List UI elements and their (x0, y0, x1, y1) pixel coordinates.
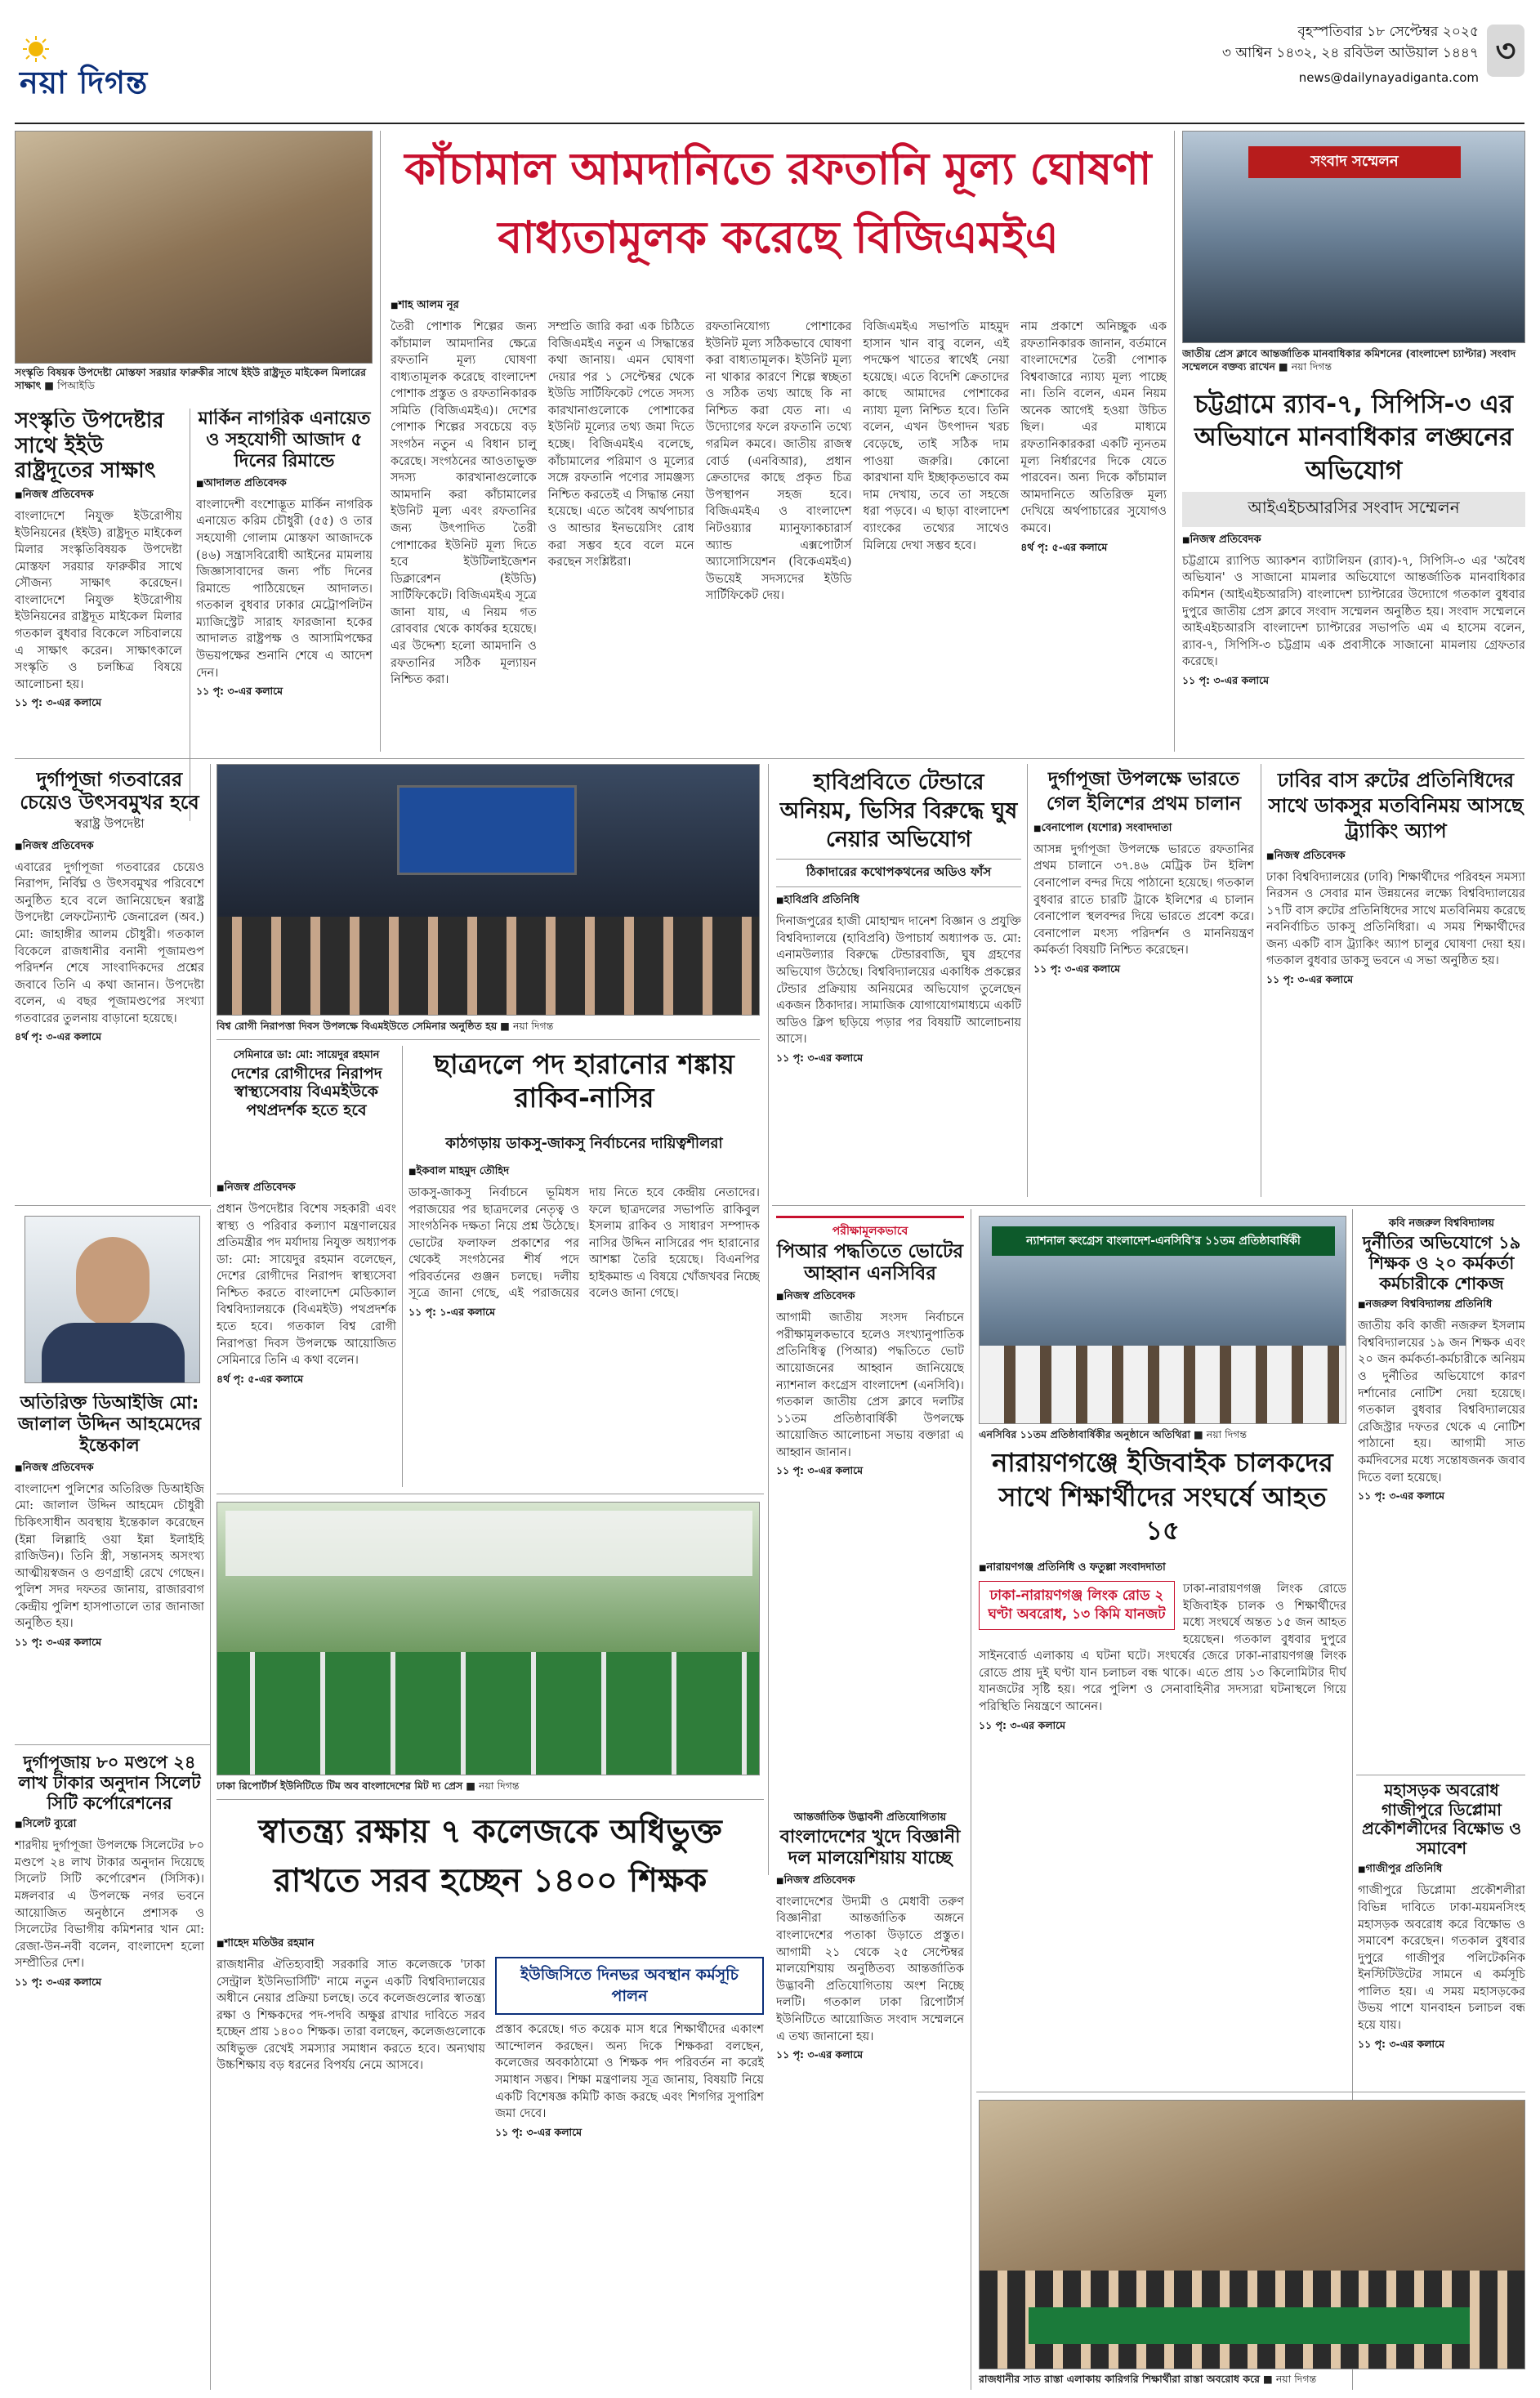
lead-col-1: তৈরী পোশাক শিল্পের জন্য কাঁচামাল আমদানির ক্ষেত্রে রফতানি মূল্য ঘোষণা বাধ্যতামূলক করেছে বাংলাদেশ পোশাক প্রস্তুত ও রফতানিকারক সমিতি (বিজিএমইএ)। দেশের পোশাক শিল্পের সবচেয়ে বড় সংগঠন নতুন এ বিধান চালু করেছে। সংগঠনের আওতাভুক্ত সদস্য কারখানাগুলোকে আমদানি করা কাঁচামালের ইউনিট মূল্য এবং রফতানির জন্য উৎপাদিত তৈরী পোশাকের ইউনিট মূল্য দিতে হবে ইউটিলাইজেশন ডিক্লারেশন (ইউডি) সার্টিফিকেটে। বিজিএমইএ সূত্রে জানা যায়, এ নিয়ম গত রোববার থেকে কার্যকর হয়েছে। এর উদ্দেশ্য হলো আমদানি ও রফতানির সঠিক মূল্যায়ন নিশ্চিত করা। (391, 320, 537, 687)
robotics-body: বাংলাদেশের উদ্যমী ও মেধাবী তরুণ বিজ্ঞানীরা আন্তর্জাতিক অঙ্গনে বাংলাদেশের পতাকা উড়াতে প্রস্তুত। আগামী ২১ থেকে ২৫ সেপ্টেম্বর মালয়েশিয়ায় অনুষ্ঠিতব্য আন্তর্জাতিক উদ্ভাবনী প্রতিযোগিতায় অংশ নিচ্ছে দলটি। গতকাল ঢাকা রিপোর্টার্স ইউনিটিতে আয়োজিত সংবাদ সম্মেলনে এ তথ্য জানানো হয়। (776, 1895, 964, 2043)
eu-caption-text: সংস্কৃতি বিষয়ক উপদেষ্টা মোস্তফা সরয়ার ফারুকীর সাথে ইইউ রাষ্ট্রদূত মাইকেল মিলারের সাক্ষাৎ (15, 366, 367, 392)
bmu-body: প্রধান উপদেষ্টার বিশেষ সহকারী এবং স্বাস্থ্য ও পরিবার কল্যাণ মন্ত্রণালয়ের প্রতিমন্ত্রীর পদ মর্যাদায় নিযুক্ত অধ্যাপক ডা: মো: সায়েদুর রহমান বলেছেন, দেশের রোগীদের নিরাপদ স্বাস্থ্যসেবা নিশ্চিত করতে বাংলাদেশ মেডিক্যাল বিশ্ববিদ্যালয়কে (বিএমইউ) পথপ্রদর্শক হতে হবে। গতকাল বিশ্ব রোগী নিরাপত্তা দিবস উপলক্ষে আয়োজিত সেমিনারে তিনি এ কথা বলেন। (216, 1203, 396, 1368)
ku-byline: ■ নজরুল বিশ্ববিদ্যালয় প্রতিনিধি (1358, 1297, 1525, 1314)
team-members (217, 1652, 759, 1775)
seminar-caption-text: বিশ্ব রোগী নিরাপত্তা দিবস উপলক্ষে বিএমইউতে সেমিনার অনুষ্ঠিত হয় (216, 1020, 498, 1032)
college-continued: ১১ পৃ: ৩-এর কলামে (495, 2125, 583, 2138)
sylhet-body: শারদীয় দুর্গাপূজা উপলক্ষে সিলেটের ৮০ মণ্ডপে ২৪ লাখ টাকার অনুদান দিয়েছে সিলেট সিটি কর্পোরেশন (সিসিক)। মঙ্গলবার এ উপলক্ষে নগর ভবনে আয়োজিত অনুষ্ঠানে প্রশাসক ও সিলেটের বিভাগীয় কমিশনার খান মো: রেজা-উন-নবী বলেন, বাংলাদেশ হলো সম্প্রীতির দেশ। (15, 1839, 204, 1971)
college-byline: ■ শাহেদ মতিউর রহমান (216, 1936, 764, 1953)
page-number: ৩ (1495, 33, 1516, 69)
eu-headline: সংস্কৃতি উপদেষ্টার সাথে ইইউ রাষ্ট্রদূতের সাক্ষাৎ (15, 409, 164, 484)
app-byline: ■ নিজস্ব প্রতিবেদক (1266, 848, 1525, 865)
narayanganj-box-text: ঢাকা-নারায়ণগঞ্জ লিংক রোড ২ ঘণ্টা অবরোধ, ১৩ কিমি যানজট (980, 1582, 1174, 1629)
rab-caption-text: জাতীয় প্রেস ক্লাবে আন্তর্জাতিক মানবাধিকার কমিশনের (বাংলাদেশ চ্যাপ্টার) সংবাদ সম্মেলনে বক্তব্য রাখেন (1182, 347, 1516, 373)
bmu-headline: দেশের রোগীদের নিরাপদ স্বাস্থ্যসেবায় বিএমইউকে পথপ্রদর্শক হতে হবে (230, 1065, 382, 1119)
robotics-continued: ১১ পৃ: ৩-এর কলামে (776, 2048, 864, 2061)
ku-article (1358, 1216, 1525, 1771)
audience-rows (217, 917, 759, 1015)
obituary-portrait (25, 1216, 200, 1383)
college-box-text: ইউজিসিতে দিনভর অবস্থান কর্মসূচি পালন (497, 1958, 762, 2013)
lead-col-2: সম্প্রতি জারি করা এক চিঠিতে বিজিএমইএ নতুন এ সিদ্ধান্তের কথা জানায়। এমন ঘোষণা দেয়ার পর ১ সেপ্টেম্বর থেকে ইউডি সার্টিফিকেট পেতে সদস্য কারখানাগুলোকে পোশাকের ইউনিট মূল্যের তথ্য জমা দিতে হচ্ছে। বিজিএমইএ বলেছে, কাঁচামালের পরিমাণ ও মূল্যের সঙ্গে রফতানি পণ্যের সামঞ্জস্য নিশ্চিত করতেই এ সিদ্ধান্ত নেয়া হয়েছে। এতে অবৈধ অর্থপাচার ও আন্ডার ইনভয়েসিং রোধ করা সম্ভব হবে বলে মনে করছেন সংশ্লিষ্টরা। (547, 320, 694, 569)
date-line-2: ৩ আশ্বিন ১৪৩২, ২৪ রবিউল আউয়াল ১৪৪৭ (1221, 45, 1479, 61)
college-head (216, 1807, 764, 1930)
hilsa-byline: ■ বেনাপোল (যশোর) সংবাদদাতা (1033, 820, 1254, 837)
robotics-team-photo (216, 1502, 760, 1775)
college-headline: স্বাতন্ত্র্য রক্ষায় ৭ কলেজকে অধিভুক্ত রাখতে সরব হচ্ছেন ১৪০০ শিক্ষক (258, 1813, 722, 1900)
tender-headline: হাবিপ্রবিতে টেন্ডারে অনিয়ম, ভিসির বিরুদ্ধে ঘুষ নেয়ার অভিযোগ (779, 770, 1018, 853)
robotics-byline: ■ নিজস্ব প্রতিবেদক (776, 1873, 964, 1890)
puja-headline: দুর্গাপূজা গতবারের চেয়েও উৎসবমুখর হবে (20, 768, 199, 815)
tender-continued: ১১ পৃ: ৩-এর কলামে (776, 1051, 864, 1064)
college-article (216, 1932, 764, 2390)
app-continued: ১১ পৃ: ৩-এর কলামে (1266, 973, 1354, 986)
eu-byline: ■ নিজস্ব প্রতিবেদক (15, 487, 182, 504)
ku-body: জাতীয় কবি কাজী নজরুল ইসলাম বিশ্ববিদ্যালয়ের ১৯ জন শিক্ষক এবং ২০ জন কর্মকর্তা-কর্মচারীকে অনিয়ম ও দুর্নীতির অভিযোগে কারণ দর্শানোর নোটিশ দেয়া হয়েছে। গতকাল বুধবার বিশ্ববিদ্যালয়ের রেজিস্ট্রার দফতর থেকে এ নোটিশ পাঠানো হয়। আগামী সাত কর্মদিবসের মধ্যে সন্তোষজনক জবাব দিতে বলা হয়েছে। (1358, 1320, 1525, 1485)
logo-text: নয়া দিগন্ত (20, 65, 149, 100)
rab-photo-caption: জাতীয় প্রেস ক্লাবে আন্তর্জাতিক মানবাধিকার কমিশনের (বাংলাদেশ চ্যাপ্টার) সংবাদ সম্মেলনে বক্তব্য রাখেন ■ নয়া দিগন্ত (1182, 347, 1516, 373)
rab-headline: চট্টগ্রামে র‍্যাব-৭, সিপিসি-৩ এর অভিযানে মানবাধিকার লঙ্ঘনের অভিযোগ (1194, 390, 1514, 485)
chhatra-head (408, 1047, 760, 1145)
chhatra-body: ডাকসু-জাকসু নির্বাচনে ভূমিধস পরাজয়ের পর ছাত্রদলের নেতৃত্ব ও সাংগঠনিক দক্ষতা নিয়ে প্রশ্ন উঠেছে। ভোটের ফলাফল প্রকাশের পর থেকেই সংগঠনের শীর্ষ পদে পরিবর্তনের গুঞ্জন চলছে। দলীয় সূত্রে জানা গেছে, এই পরাজয়ের দায় নিতে হবে কেন্দ্রীয় নেতাদের। ফলে ছাত্রদলের সভাপতি রাকিবুল ইসলাম রাকিব ও সাধারণ সম্পাদক নাসির উদ্দিন নাসিরের পদ হারানোর আশঙ্কা তৈরি হয়েছে। বিএনপির হাইকমান্ড এ বিষয়ে খোঁজখবর নিচ্ছে বলেও জানা গেছে। (408, 1186, 760, 1301)
rab-continued: ১১ পৃ: ৩-এর কলামে (1182, 673, 1270, 686)
chhatra-subhead-wrap (408, 1132, 760, 1156)
narayanganj-continued: ১১ পৃ: ৩-এর কলামে (979, 1718, 1066, 1731)
puja-headline-tail: স্বরাষ্ট্র উপদেষ্টা (74, 815, 145, 831)
robot-caption-text: ঢাকা রিপোর্টার্স ইউনিটিতে টিম অব বাংলাদেশের মিট দ্য প্রেস (216, 1780, 463, 1792)
lead-byline: ■ শাহ আলম নূর (391, 297, 1167, 315)
ku-continued: ১১ পৃ: ৩-এর কলামে (1358, 1489, 1445, 1503)
ncb-caption-text: এনসিবির ১১তম প্রতিষ্ঠাবার্ষিকীর অনুষ্ঠানে অতিথিরা (979, 1428, 1190, 1440)
hilsa-headline: দুর্গাপূজা উপলক্ষে ভারতে গেল ইলিশের প্রথম চালান (1046, 769, 1242, 815)
seminar-caption: বিশ্ব রোগী নিরাপত্তা দিবস উপলক্ষে বিএমইউতে সেমিনার অনুষ্ঠিত হয় ■ নয়া দিগন্ত (216, 1020, 554, 1032)
chhatra-subhead: কাঠগড়ায় ডাকসু-জাকসু নির্বাচনের দায়িত্বশীলরা (445, 1135, 723, 1152)
gazipur-headline: মহাসড়ক অবরোধ গাজীপুরে ডিপ্লোমা প্রকৌশলীদের বিক্ষোভ ও সমাবেশ (1361, 1781, 1522, 1858)
us-continued: ১১ পৃ: ৩-এর কলামে (196, 685, 283, 698)
us-article (196, 409, 373, 821)
pr-byline: ■ নিজস্ব প্রতিবেদক (776, 1288, 964, 1306)
eu-body: বাংলাদেশে নিযুক্ত ইউরোপীয় ইউনিয়নের (ইইউ) রাষ্ট্রদূত মাইকেল মিলার সংস্কৃতিবিষয়ক উপদেষ্টা মোস্তফা সরয়ার ফারুকীর সাথে সৌজন্য সাক্ষাৎ করেছেন। বাংলাদেশে নিযুক্ত ইউরোপীয় ইউনিয়নের রাষ্ট্রদূত মাইকেল মিলার গতকাল বুধবার বিকেলে সচিবালয়ে এ সাক্ষাৎ করেন। সাক্ষাৎকালে সংস্কৃতি ও চলচ্চিত্র বিষয়ে আলোচনা হয়। (15, 510, 182, 691)
tender-body: দিনাজপুরের হাজী মোহাম্মদ দানেশ বিজ্ঞান ও প্রযুক্তি বিশ্ববিদ্যালয়ে (হাবিপ্রবি) উপাচার্য অধ্যাপক ড. মো: এনামউল্যার বিরুদ্ধে টেন্ডারবাজি, ঘুষ গ্রহণের অভিযোগ উঠেছে। বিশ্ববিদ্যালয়ের একাধিক প্রকল্পের টেন্ডার প্রক্রিয়ায় অনিয়মের অভিযোগ তুলেছেন একজন ঠিকাদার। সামাজিক যোগাযোগমাধ্যমে একটি অডিও ক্লিপ ছড়িয়ে পড়ার পর বিষয়টি আলোচনায় আসে। (776, 915, 1021, 1047)
eu-article (15, 409, 182, 821)
lead-continued: ৪র্থ পৃ: ৫-এর কলামে (1020, 540, 1108, 553)
college-body: রাজধানীর ঐতিহ্যবাহী সরকারি সাত কলেজকে 'ঢাকা সেন্ট্রাল ইউনিভার্সিটি' নামে নতুন একটি বিশ্ববিদ্যালয়ের অধীনে নেয়ার প্রক্রিয়া চলছে। তবে কলেজগুলোর স্বাতন্ত্র্য রক্ষা ও শিক্ষকদের পদ-পদবি অক্ষুণ্ণ রাখার দাবিতে সরব হচ্ছেন প্রায় ১৪০০ শিক্ষক। তারা বলছেন, কলেজগুলোকে অধিভুক্ত রেখেই সমস্যার সমাধান করতে হবে। অন্যথায় উচ্চশিক্ষায় বড় ধরনের বিপর্যয় নেমে আসবে। (216, 1958, 485, 2073)
puja-article (15, 768, 204, 1193)
press-conference-photo (1182, 131, 1525, 343)
tender-article (776, 768, 1021, 1201)
tender-subhead: ঠিকাদারের কথোপকথনের অডিও ফাঁস (776, 859, 1021, 887)
dig-article (15, 1393, 204, 1740)
eu-credit: পিআইডি (57, 379, 96, 392)
bmu-byline: ■ নিজস্ব প্রতিবেদক (216, 1180, 396, 1197)
pr-article (776, 1216, 964, 1804)
lead-headline-1: কাঁচামাল আমদানিতে রফতানি মূল্য ঘোষণা (404, 143, 1152, 194)
lead-col-5: নাম প্রকাশে অনিচ্ছুক এক রফতানিকারক জানান, বর্তমানে বাংলাদেশের তৈরী পোশাক বিশ্ববাজারে ন্যায্য মূল্য পাচ্ছে না। তিনি বলেন, এমন নিয়ম অনেক আগেই হওয়া উচিত ছিল। এর মাধ্যমে রফতানিকারকরা একটি ন্যূনতম মূল্য নির্ধারণের দিকে যেতে পারবেন। অন্য দিকে কাঁচামাল আমদানিতে অতিরিক্ত মূল্য দেখিয়ে অর্থপাচারের সুযোগও কমবে। (1020, 320, 1167, 535)
gazipur-article (1358, 1781, 1525, 2083)
protest-banner (1029, 2307, 1470, 2344)
chhatra-continued: ১১ পৃ: ১-এর কলামে (408, 1306, 496, 1319)
puja-byline: ■ নিজস্ব প্রতিবেদক (15, 838, 204, 855)
pr-body: আগামী জাতীয় সংসদ নির্বাচনে পরীক্ষামূলকভাবে হলেও সংখ্যানুপাতিক প্রতিনিধিত্ব (পিআর) পদ্ধতিতে ভোট আয়োজনের আহ্বান জানিয়েছে ন্যাশনাল কংগ্রেস বাংলাদেশ (এনসিবি)। গতকাল জাতীয় প্রেস ক্লাবে দলটির ১১তম প্রতিষ্ঠাবার্ষিকী উপলক্ষে আয়োজিত আলোচনা সভায় বক্তারা এ আহ্বান জানান। (776, 1311, 964, 1459)
robot-caption: ঢাকা রিপোর্টার্স ইউনিটিতে টিম অব বাংলাদেশের মিট দ্য প্রেস ■ নয়া দিগন্ত (216, 1780, 520, 1792)
lead-headline-2: বাধ্যতামূলক করেছে বিজিএমইএ (498, 212, 1059, 263)
uniform-shape (42, 1323, 185, 1383)
pr-continued: ১১ পৃ: ৩-এর কলামে (776, 1464, 864, 1477)
robotics-article (776, 1810, 964, 2390)
face-shape (76, 1237, 150, 1327)
rab-subhead: আইএইচআরসির সংবাদ সম্মেলন (1182, 492, 1525, 527)
gazipur-byline: ■ গাজীপুর প্রতিনিধি (1358, 1861, 1525, 1878)
us-body: বাংলাদেশী বংশোদ্ভূত মার্কিন নাগরিক এনায়েত করিম চৌধুরী (৫৫) ও তার সহযোগী গোলাম মোস্তফা আজাদকে (৪৬) সন্ত্রাসবিরোধী আইনের মামলায় জিজ্ঞাসাবাদের জন্য পাঁচ দিনের রিমান্ডে পাঠিয়েছেন আদালত। গতকাল বুধবার ঢাকার মেট্রোপলিটন ম্যাজিস্ট্রেট সারাহ ফারজানা হকের আদালত রাষ্ট্রপক্ষ ও আসামিপক্ষের উভয়পক্ষের শুনানি শেষে এ আদেশ দেন। (196, 498, 373, 680)
lead-body (391, 294, 1167, 752)
email-link[interactable]: news@dailynayadiganta.com (1298, 70, 1479, 85)
narayanganj-headline: নারায়ণগঞ্জে ইজিবাইক চালকদের সাথে শিক্ষার্থীদের সংঘর্ষে আহত ১৫ (992, 1447, 1333, 1547)
narayanganj-article (979, 1556, 1346, 1883)
ncb-event-photo (979, 1216, 1346, 1424)
chhatra-byline: ■ ইকবাল মাহমুদ তৌহিদ (408, 1163, 760, 1181)
hilsa-body: আসন্ন দুর্গাপূজা উপলক্ষে ভারতে রফতানির প্রথম চালানে ৩৭.৪৬ মেট্রিক টন ইলিশ বেনাপোল বন্দর দিয়ে পাঠানো হয়েছে। গতকাল বুধবার রাতে চারটি ট্রাকে ইলিশের এ চালান বেনাপোল স্থলবন্দর দিয়ে ভারতে প্রবেশ করে। বেনাপোল মৎস্য পরিদর্শন ও মাননিয়ন্ত্রণ কর্মকর্তা বিষয়টি নিশ্চিত করেছেন। (1033, 842, 1254, 958)
app-body: ঢাকা বিশ্ববিদ্যালয়ের (ঢাবি) শিক্ষার্থীদের পরিবহন সমস্যা নিরসন ও সেবার মান উন্নয়নের লক্ষ্যে বিশ্ববিদ্যালয়ের ১৭টি বাস রুটের প্রতিনিধিদের সাথে মতবিনিময় করেছে নবনির্বাচিত ডাকসু প্রতিনিধিরা। এ সময় শিক্ষার্থীদের জন্য একটি বাস ট্র্যাকিং অ্যাপ চালুর ঘোষণা দেয়া হয়। গতকাল বুধবার ডাকসু ভবনে এ সভা অনুষ্ঠিত হয়। (1266, 870, 1525, 968)
college-body-2: প্রস্তাব করেছে। গত কয়েক মাস ধরে শিক্ষার্থীদের একাংশ আন্দোলন করছেন। অন্য দিকে শিক্ষকরা বলছেন, কলেজের অবকাঠামো ও শিক্ষক পদ পরিবর্তন না করেই সমাধান সম্ভব। শিক্ষা মন্ত্রণালয় সূত্র জানায়, বিষয়টি নিয়ে একটি বিশেষজ্ঞ কমিটি কাজ করছে এবং শিগগির সুপারিশ জমা দেবে। (495, 2023, 764, 2121)
protest-photo (979, 2100, 1525, 2369)
dig-byline: ■ নিজস্ব প্রতিবেদক (15, 1460, 204, 1477)
lead-col-4: বিজিএমইএ সভাপতি মাহমুদ হাসান খান বাবু বলেন, এই পদক্ষেপ খাতের স্বার্থেই নেয়া হয়েছে। এতে বিদেশি ক্রেতাদের কাছে আমাদের পোশাকের ন্যায্য মূল্য নিশ্চিত হবে। তিনি বলেন, এখন উৎপাদন খরচ বেড়েছে, তাই সঠিক দাম পাওয়া জরুরি। কোনো কারখানা যদি ইচ্ছাকৃতভাবে কম দাম দেখায়, তবে তা সহজে ধরা পড়বে। এ ছাড়া বাংলাদেশ ব্যাংকের তথ্যের সাথেও মিলিয়ে দেখা সম্ভব হবে। (863, 320, 1010, 552)
pr-kicker: পরীক্ষামূলকভাবে (832, 1225, 908, 1238)
chhatra-article (408, 1160, 760, 1487)
speakers-row (980, 1346, 1346, 1423)
bmu-article-head (216, 1047, 396, 1195)
sylhet-headline: দুর্গাপূজায় ৮০ মণ্ডপে ২৪ লাখ টাকার অনুদান সিলেট সিটি কর্পোরেশনের (18, 1753, 201, 1813)
ncb-banner: ন্যাশনাল কংগ্রেস বাংলাদেশ-এনসিবি'র ১১তম প্রতিষ্ঠাবার্ষিকী (992, 1226, 1335, 1256)
narayanganj-box (979, 1581, 1175, 1630)
sylhet-byline: ■ সিলেট ব্যুরো (15, 1816, 204, 1833)
gazipur-continued: ১১ পৃ: ৩-এর কলামে (1358, 2037, 1445, 2050)
tender-byline: ■ হাবিপ্রবি প্রতিনিধি (776, 892, 1021, 909)
date-block (1054, 21, 1479, 103)
robot-credit: নয়া দিগন্ত (479, 1780, 520, 1792)
seminar-photo (216, 764, 760, 1016)
pr-headline: পিআর পদ্ধতিতে ভোটের আহ্বান এনসিবির (776, 1241, 964, 1285)
dig-body: বাংলাদেশ পুলিশের অতিরিক্ত ডিআইজি মো: জালাল উদ্দিন আহমেদ চৌধুরী চিকিৎসাধীন অবস্থায় ইন্তেকাল করেছেন (ইন্না লিল্লাহি ওয়া ইন্না ইলাইহি রাজিউন)। তিনি স্ত্রী, সন্তানসহ অসংখ্য আত্মীয়স্বজন ও গুণগ্রাহী রেখে গেছেন। পুলিশ সদর দফতর জানায়, রাজারবাগ কেন্দ্রীয় পুলিশ হাসপাতালে তার জানাজা অনুষ্ঠিত হয়। (15, 1482, 204, 1631)
ku-headline: দুর্নীতির অভিযোগে ১৯ শিক্ষক ও ২০ কর্মকর্তা কর্মচারীকে শোকজ (1362, 1233, 1521, 1293)
bmu-kicker: সেমিনারে ডা: মো: সায়েদুর রহমান (233, 1049, 380, 1061)
newspaper-logo (15, 23, 284, 100)
press-banner: সংবাদ সম্মেলন (1248, 146, 1461, 178)
hilsa-article (1033, 768, 1254, 1201)
lead-headline-block (388, 135, 1168, 290)
rab-credit: নয়া দিগন্ত (1291, 360, 1332, 373)
eu-photo-caption: সংস্কৃতি বিষয়ক উপদেষ্টা মোস্তফা সরয়ার ফারুকীর সাথে ইইউ রাষ্ট্রদূত মাইকেল মিলারের সাক্ষাৎ ■ পিআইডি (15, 366, 367, 392)
lead-col-3: রফতানিযোগ্য পোশাকের ইউনিট মূল্য সঠিকভাবে ঘোষণা করা বাধ্যতামূলক। ইউনিট মূল্য না থাকার কারণে শিল্পে স্বচ্ছতা ও সঠিক তথ্য আছে কি না নিশ্চিত করা যেত না। এ উদ্যোগের ফলে রফতানি তথ্যে গরমিল কমবে। জাতীয় রাজস্ব বোর্ড (এনবিআর), প্রধান ক্রেতাদের কাছে প্রকৃত চিত্র উপস্থাপন সহজ হবে। বিজিএমইএ ও বাংলাদেশ নিটওয়্যার ম্যানুফ্যাকচারার্স অ্যান্ড এক্সপোর্টার্স অ্যাসোসিয়েশন (বিকেএমইএ) উভয়েই সদস্যদের ইউডি সার্টিফিকেট দেয়। (705, 320, 852, 603)
gazipur-body: গাজীপুরে ডিপ্লোমা প্রকৌশলীরা বিভিন্ন দাবিতে ঢাকা-ময়মনসিংহ মহাসড়ক অবরোধ করে বিক্ষোভ ও সমাবেশ করেছেন। গতকাল বুধবার দুপুরে গাজীপুর পলিটেকনিক ইনস্টিটিউটের সামনে এ কর্মসূচি পালিত হয়। এ সময় মহাসড়কের উভয় পাশে যানবাহন চলাচল বন্ধ হয়ে যায়। (1358, 1884, 1525, 2032)
ncb-caption: এনসিবির ১১তম প্রতিষ্ঠাবার্ষিকীর অনুষ্ঠানে অতিথিরা ■ নয়া দিগন্ত (979, 1428, 1248, 1440)
robotics-kicker: আন্তর্জাতিক উদ্ভাবনী প্রতিযোগিতায় (793, 1811, 947, 1824)
puja-continued: ৪র্থ পৃ: ৩-এর কলামে (15, 1030, 102, 1043)
seminar-credit: নয়া দিগন্ত (512, 1020, 554, 1032)
ncb-credit: নয়া দিগন্ত (1206, 1428, 1248, 1440)
page-number-badge (1487, 25, 1524, 77)
protest-caption-text: রাজধানীর সাত রাস্তা এলাকায় কারিগরি শিক্ষার্থীরা রাস্তা অবরোধ করে (979, 2373, 1261, 2385)
app-headline: ঢাবির বাস রুটের প্রতিনিধিদের সাথে ডাকসুর মতবিনিময় আসছে ট্র্যাকিং অ্যাপ (1268, 769, 1524, 843)
event-banner (225, 1511, 752, 1576)
sylhet-article (15, 1753, 204, 2390)
us-headline: মার্কিন নাগরিক এনায়েত ও সহযোগী আজাদ ৫ দিনের রিমান্ডে (198, 409, 371, 471)
hilsa-continued: ১১ পৃ: ৩-এর কলামে (1033, 962, 1121, 975)
college-box (495, 1957, 764, 2015)
projector-screen (397, 785, 577, 875)
robotics-headline: বাংলাদেশের খুদে বিজ্ঞানী দল মালয়েশিয়ায় যাচ্ছে (779, 1827, 961, 1869)
eu-continued: ১১ পৃ: ৩-এর কলামে (15, 696, 102, 709)
date-line: বৃহস্পতিবার ১৮ সেপ্টেম্বর ২০২৫ (1297, 24, 1479, 40)
dig-continued: ১১ পৃ: ৩-এর কলামে (15, 1636, 102, 1649)
rab-article (1182, 388, 1525, 752)
rab-byline: ■ নিজস্ব প্রতিবেদক (1182, 532, 1525, 549)
bmu-continued: ৪র্থ পৃ: ৫-এর কলামে (216, 1372, 304, 1385)
chhatra-headline: ছাত্রদলে পদ হারানোর শঙ্কায় রাকিব-নাসির (434, 1048, 734, 1114)
narayanganj-byline: ■ নারায়ণগঞ্জ প্রতিনিধি ও ফতুল্লা সংবাদদাতা (979, 1560, 1346, 1577)
us-byline: ■ আদালত প্রতিবেদক (196, 476, 373, 493)
sylhet-continued: ১১ পৃ: ৩-এর কলামে (15, 1975, 102, 1988)
ku-kicker: কবি নজরুল বিশ্ববিদ্যালয় (1388, 1217, 1495, 1230)
dig-headline: অতিরিক্ত ডিআইজি মো: জালাল উদ্দিন আহমেদের ইন্তেকাল (17, 1393, 202, 1456)
protest-caption: রাজধানীর সাত রাস্তা এলাকায় কারিগরি শিক্ষার্থীরা রাস্তা অবরোধ করে ■ নয়া দিগন্ত (979, 2373, 1317, 2385)
protest-credit: নয়া দিগন্ত (1275, 2373, 1317, 2385)
eu-meeting-photo (15, 131, 373, 364)
puja-body: এবারের দুর্গাপূজা গতবারের চেয়েও নিরাপদ, নির্বিঘ্ন ও উৎসবমুখর পরিবেশে অনুষ্ঠিত হবে বলে জানিয়েছেন স্বরাষ্ট্র উপদেষ্টা লেফটেন্যান্ট জেনারেল (অব.) মো: জাহাঙ্গীর আলম চৌধুরী। গতকাল বিকেলে রাজধানীর বনানী পূজামণ্ডপ পরিদর্শন শেষে সাংবাদিকদের প্রশ্নের জবাবে তিনি এ কথা জানান। উপদেষ্টা বলেন, এ বছর পূজামণ্ডপের সংখ্যা গতবারের তুলনায় বাড়ানো হয়েছে। (15, 860, 204, 1025)
narayanganj-head (979, 1446, 1346, 1556)
narayanganj-body: ঢাকা-নারায়ণগঞ্জ লিংক রোডে ইজিবাইক চালক ও শিক্ষার্থীদের মধ্যে সংঘর্ষে অন্তত ১৫ জন আহত হয়েছেন। গতকাল বুধবার দুপুরে সাইনবোর্ড এলাকায় এ ঘটনা ঘটে। সংঘর্ষের জেরে ঢাকা-নারায়ণগঞ্জ লিংক রোডে প্রায় দুই ঘণ্টা যান চলাচল বন্ধ থাকে। এতে প্রায় ১৩ কিলোমিটার দীর্ঘ যানজটের সৃষ্টি হয়। পরে পুলিশ ও সেনাবাহিনীর সদস্যরা ঘটনাস্থলে গিয়ে পরিস্থিতি নিয়ন্ত্রণে আনেন। (979, 1583, 1346, 1714)
app-article (1266, 768, 1525, 1201)
rab-body: চট্টগ্রামে র‍্যাপিড অ্যাকশন ব্যাটালিয়ন (র‍্যাব)-৭, সিপিসি-৩ এর 'অবৈধ অভিযান' ও সাজানো মামলার অভিযোগে আন্তর্জাতিক মানবাধিকার কমিশন (আইএইচআরসি) বাংলাদেশ চ্যাপ্টারের উদ্যোগে গতকাল বুধবার দুপুরে জাতীয় প্রেস ক্লাবে সংবাদ সম্মেলন অনুষ্ঠিত হয়। সংবাদ সম্মেলনে আইএইচআরসি বাংলাদেশ চ্যাপ্টারের সভাপতি এম এ হাসেম বলেন, র‍্যাব-৭, সিপিসি-৩ চট্টগ্রাম এক প্রবাসীকে সাজানো মামলায় গ্রেফতার করেছে। (1182, 554, 1525, 669)
